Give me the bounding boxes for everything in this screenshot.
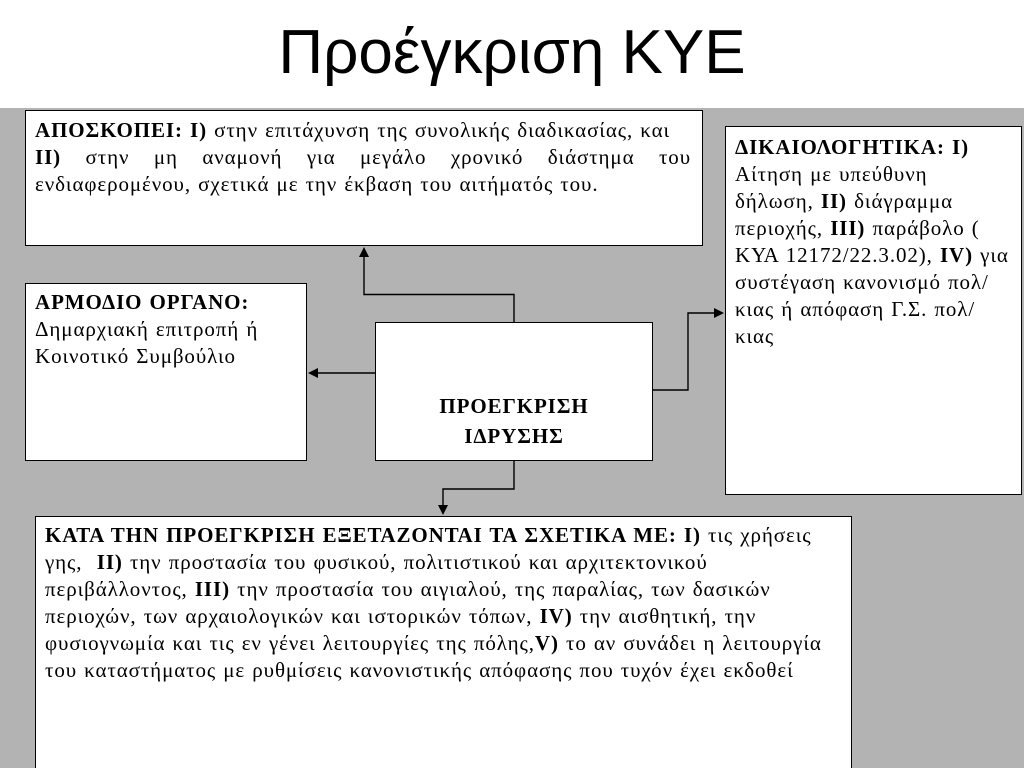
documents-item-marker: III) — [830, 216, 866, 240]
review-item-text: την αισθητική, την φυσιογνωμία και τις εν γένει λειτουργίες της πόλης, — [45, 604, 757, 655]
review-item-marker: I) — [683, 523, 701, 547]
documents-item-text: για συστέγαση κανονισμό πολ/κιας ή απόφαση Γ.Σ. πολ/κιας — [735, 243, 1009, 348]
slide-title: Προέγκριση ΚΥΕ — [278, 18, 746, 87]
review-item-marker: III) — [194, 577, 230, 601]
purpose-heading: ΑΠΟΣΚΟΠΕΙ: — [35, 118, 183, 142]
authority-box — [25, 283, 307, 461]
review-item-text: το αν συνάδει η λειτουργία του καταστήματος με ρυθμίσεις κανονιστικής απόφασης που τυχόν έχει εκδοθεί — [45, 631, 822, 682]
review-item-text: την προστασία του φυσικού, πολιτιστικού και αρχιτεκτονικού περιβάλλοντος, — [45, 550, 708, 601]
review-item-marker: IV) — [539, 604, 573, 628]
documents-item-marker: II) — [820, 189, 847, 213]
documents-item-text: παράβολο ( ΚΥΑ 12172/22.3.02), — [735, 216, 980, 267]
purpose-item-marker: I) — [190, 118, 207, 142]
arrowhead-right-icon — [714, 308, 724, 318]
authority-heading: ΑΡΜΟΔΙΟ ΟΡΓΑΝΟ: — [35, 290, 250, 314]
purpose-item — [35, 117, 691, 144]
arrowhead-up-icon — [359, 247, 369, 257]
connector-line-to-purpose-box — [364, 256, 514, 322]
purpose-box — [25, 110, 703, 246]
purpose-item-text: στην επιτάχυνση της συνολικής διαδικασίας, και — [214, 118, 671, 142]
purpose-item-marker: II) — [35, 145, 62, 169]
arrowhead-left-icon — [308, 368, 318, 378]
documents-box — [725, 126, 1022, 495]
review-item-text: την προστασία του αιγιαλού, της παραλίας, των δασικών περιοχών, των αρχαιολογικών και ιστορικών τόπων, — [45, 577, 771, 628]
purpose-item — [35, 144, 691, 198]
review-item-text: τις χρήσεις γης, — [45, 523, 812, 574]
purpose-item-text: στην μη αναμονή για μεγάλο χρονικό διάστημα του ενδιαφερομένου, σχετικά με την έκβαση του αιτήματός του. — [35, 145, 691, 196]
documents-item-text: Αίτηση με υπεύθυνη δήλωση, — [735, 162, 928, 213]
review-heading: ΚΑΤΑ ΤΗΝ ΠΡΟΕΓΚΡΙΣΗ ΕΞΕΤΑΖΟΝΤΑΙ ΤΑ ΣΧΕΤΙΚΑ ΜΕ: — [45, 523, 677, 547]
documents-item-text: διάγραμμα περιοχής, — [735, 189, 954, 240]
review-criteria-box — [35, 516, 852, 768]
connector-line-to-documents-box — [653, 313, 714, 390]
documents-item-marker: I) — [952, 135, 969, 159]
review-criteria-list — [45, 522, 845, 684]
documents-list — [735, 134, 1011, 350]
pre-approval-label: ΠΡΟΕΓΚΡΙΣΗ ΙΔΡΥΣΗΣ — [439, 394, 589, 448]
connector-line-to-review-box — [443, 461, 514, 505]
documents-item-marker: IV) — [939, 243, 974, 267]
review-item-marker: II) — [96, 550, 123, 574]
documents-heading: ΔΙΚΑΙΟΛΟΓΗΤΙΚΑ: — [735, 135, 945, 159]
review-item-marker: V) — [534, 631, 559, 655]
authority-text: Δημαρχιακή επιτροπή ή Κοινοτικό Συμβούλιο — [35, 317, 259, 368]
arrowhead-down-icon — [438, 505, 448, 515]
pre-approval-box — [375, 322, 653, 461]
